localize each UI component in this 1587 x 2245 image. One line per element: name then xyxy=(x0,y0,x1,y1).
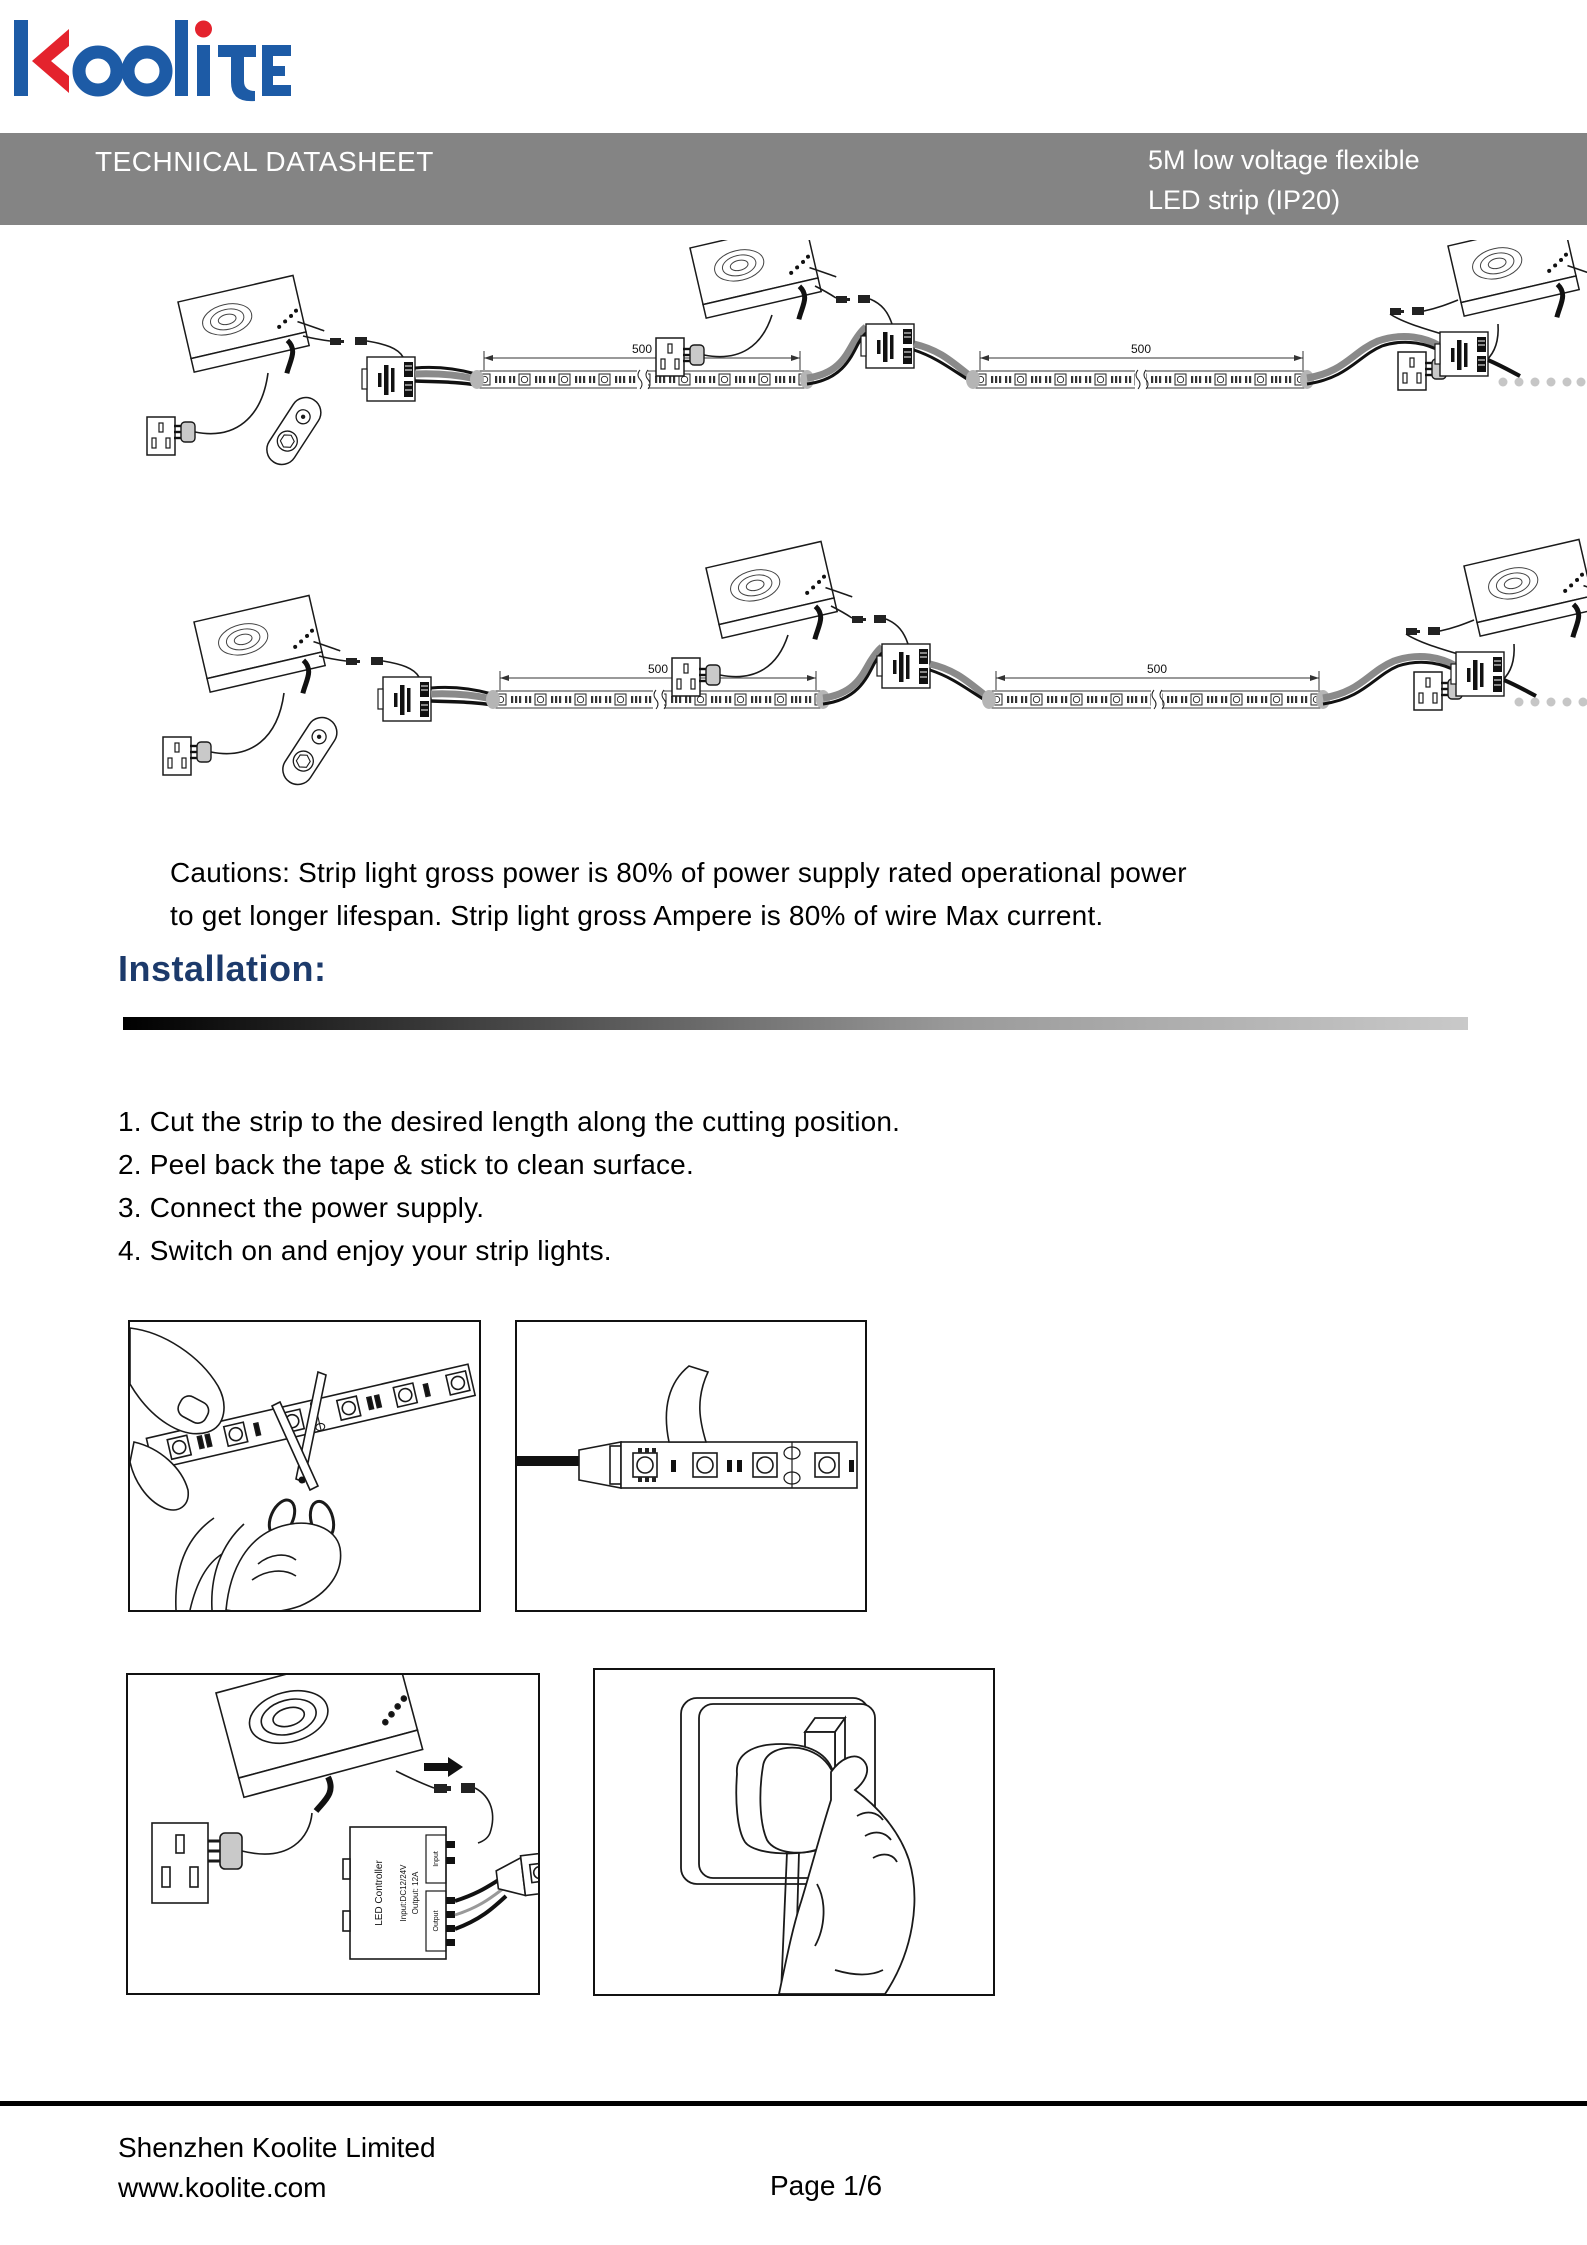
power-supply-icon xyxy=(216,1675,423,1797)
peeled-tape xyxy=(666,1366,708,1442)
logo-i-dot xyxy=(195,21,212,38)
footer-rule xyxy=(0,2101,1587,2106)
logo-letterforms xyxy=(14,20,291,101)
caution-line2: to get longer lifespan. Strip light gross Ampere is 80% of wire Max current. xyxy=(170,900,1104,931)
wall-socket-icon xyxy=(152,1823,208,1903)
hand-upper xyxy=(130,1328,224,1510)
step-item: 3. Connect the power supply. xyxy=(118,1192,485,1223)
power-plug-icon xyxy=(208,1833,242,1869)
controller-input-spec: Input:DC12/24V xyxy=(399,1864,408,1922)
plug-wire xyxy=(242,1813,312,1854)
arrow-icon xyxy=(424,1757,463,1777)
output-terminal-label: Output xyxy=(433,1910,440,1932)
figure-connect-power xyxy=(126,1673,540,1995)
strip-power-chain-row xyxy=(147,240,1587,470)
figure-cut-strip xyxy=(128,1320,481,1612)
figure-switch-on xyxy=(593,1668,995,1996)
dc-connector-pair xyxy=(303,336,403,357)
koolite-logo xyxy=(12,14,292,106)
product-title xyxy=(1148,140,1420,220)
wire xyxy=(517,1456,579,1466)
caution-line1: Cautions: Strip light gross power is 80% of power supply rated operational power xyxy=(170,857,1187,888)
strip-wire xyxy=(455,1878,502,1901)
step-item: 2. Peel back the tape & stick to clean surface. xyxy=(118,1149,694,1180)
controller-output-spec: Output: 12A xyxy=(411,1871,420,1915)
dc-connector-pair xyxy=(1390,300,1458,334)
company-name: Shenzhen Koolite Limited xyxy=(118,2132,436,2163)
strip-tail xyxy=(176,1518,214,1610)
installation-steps xyxy=(118,1100,900,1272)
page-title: TECHNICAL DATASHEET xyxy=(95,146,434,177)
continuation-dots xyxy=(1499,378,1586,387)
dimension-500 xyxy=(980,342,1303,370)
strip-power-chain-row-2 xyxy=(163,535,1587,790)
step-item: 1. Cut the strip to the desired length along the cutting position. xyxy=(118,1106,901,1137)
header-band xyxy=(0,133,1587,225)
led-strip xyxy=(621,1442,857,1488)
product-title-line2: LED strip (IP20) xyxy=(1148,185,1341,215)
led-strip-segment xyxy=(470,370,814,390)
plug-wire xyxy=(195,373,268,434)
website-url: www.koolite.com xyxy=(118,2172,327,2203)
product-title-line1: 5M low voltage flexible xyxy=(1148,145,1420,175)
dimension-label: 500 xyxy=(1130,342,1152,356)
led-strip-segment xyxy=(966,370,1314,390)
wiring-diagram xyxy=(0,240,1587,840)
section-divider-bar xyxy=(123,1017,1468,1030)
page-number: Page 1/6 xyxy=(770,2170,883,2201)
caution-note xyxy=(170,851,1187,937)
led-controller xyxy=(343,1827,455,1959)
footer-company-block xyxy=(118,2128,436,2208)
installation-heading: Installation: xyxy=(118,948,327,989)
dc-connector-pair xyxy=(815,286,892,324)
logo-red-chevron xyxy=(32,29,69,93)
step-item: 4. Switch on and enjoy your strip lights. xyxy=(118,1235,612,1266)
figure-peel-tape xyxy=(515,1320,867,1612)
output-wire xyxy=(316,1777,331,1811)
dimension-label: 500 xyxy=(631,342,653,356)
input-terminal-label: Input xyxy=(433,1851,440,1867)
controller-label: LED Controller xyxy=(374,1860,385,1926)
